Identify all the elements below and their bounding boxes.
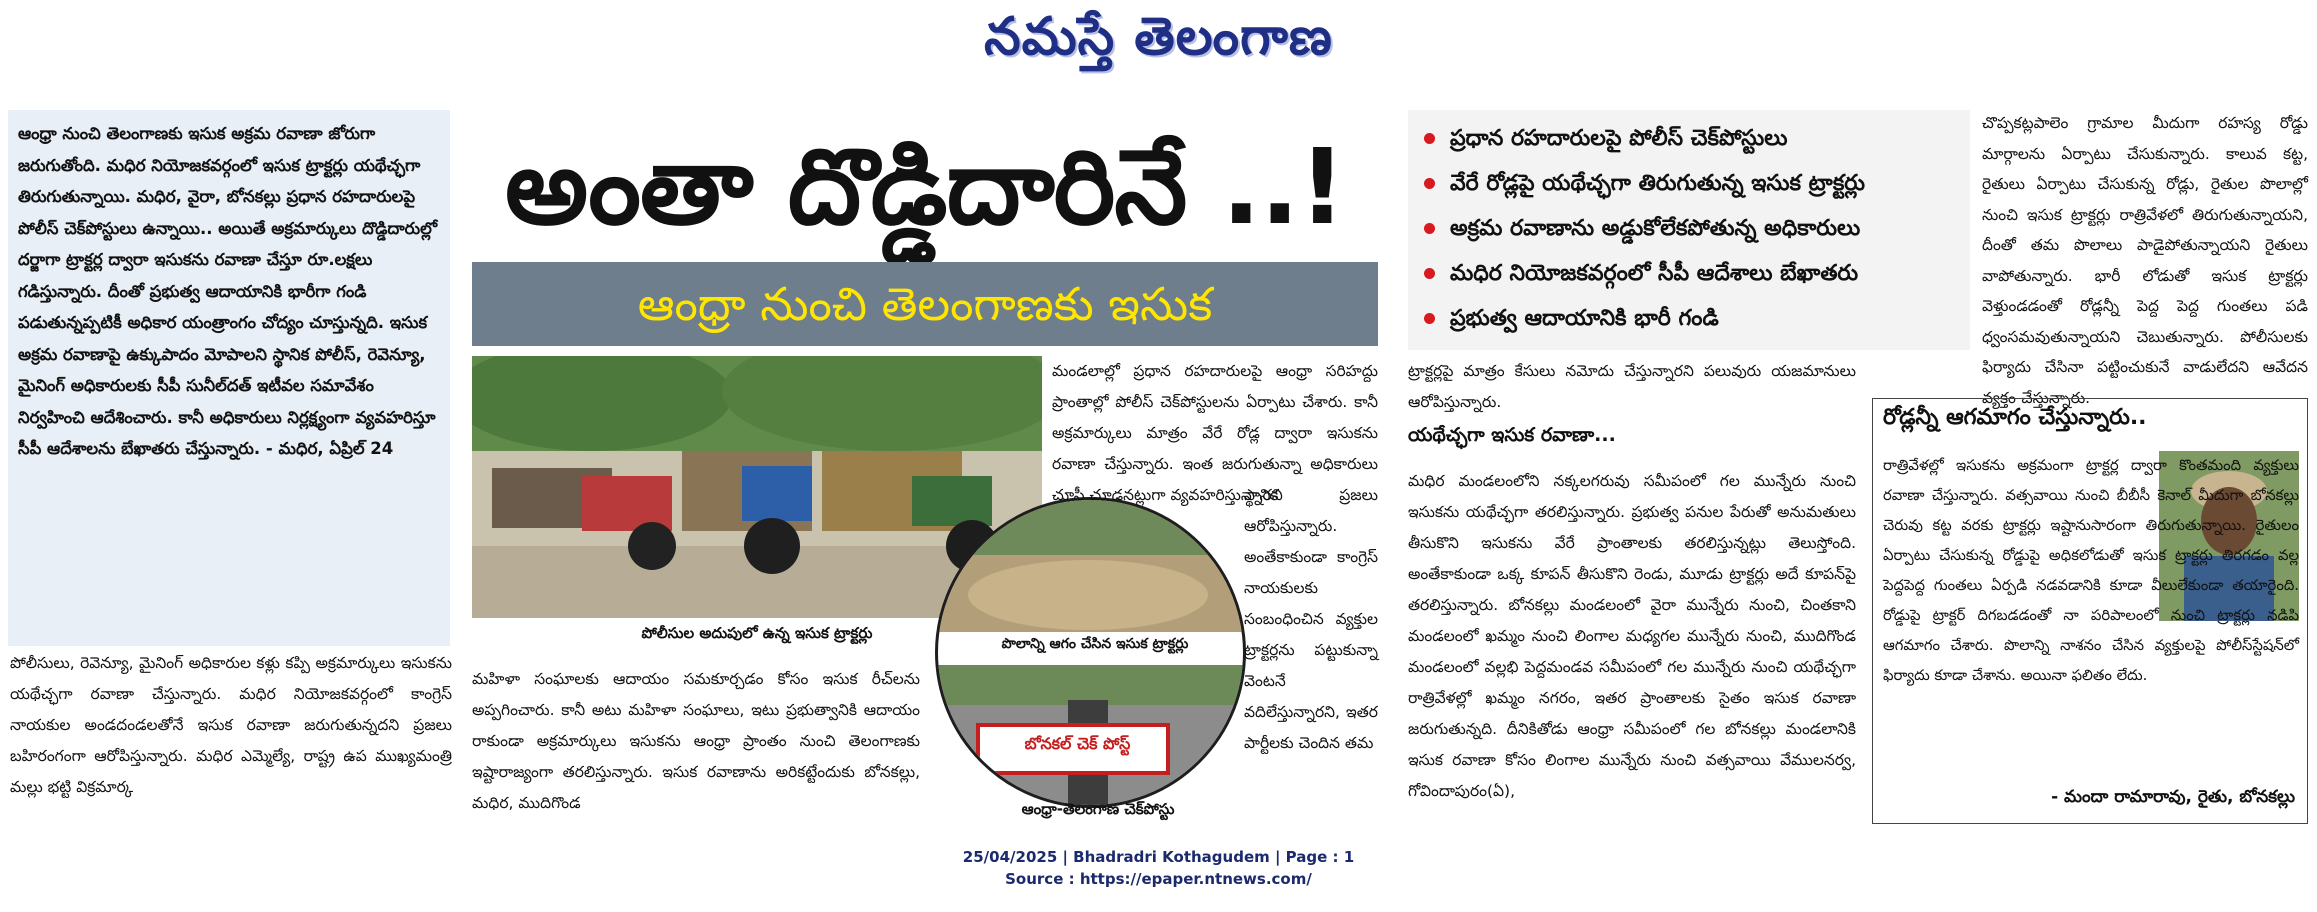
headline: అంతా దొడ్డిదారినే ..! <box>505 126 1345 248</box>
body-col-mid-right-top: మండలాల్లో ప్రధాన రహదారులపై ఆంధ్రా సరిహద్దు ప్రాంతాల్లో పోలీస్ చెక్‌పోస్టులను ఏర్పాటు చేశారు. కానీ అక్రమార్కులు మాత్రం వేరే రోడ్ల ద్వారా ఇసుకను రవాణా చేస్తున్నారు. ఇంత జరుగుతున్నా అధికారులు చూసీ చూడనట్లుగా వ్యవహరిస్తున్నారని <box>1052 362 1378 504</box>
bullet-dot-icon <box>1424 223 1435 234</box>
key-point-text: ప్రధాన రహదారులపై పోలీస్ చెక్‌పోస్టులు <box>1450 126 1788 151</box>
body-col-mid-right-side: స్థానిక ప్రజలు ఆరోపిస్తున్నారు. అంతేకాకుండా కాంగ్రెస్ నాయకులకు సంబంధించిన వ్యక్తుల ట్రాక్టర్లను పట్టుకున్నా వెంటనే వదిలేస్తున్నారని, ఇతర పార్టీలకు చెందిన తమ <box>1244 486 1378 752</box>
bullet-dot-icon <box>1424 313 1435 324</box>
photo2-caption: పొలాన్ని ఆగం చేసిన ఇసుక ట్రాక్టర్లు <box>960 636 1230 655</box>
key-point-item <box>1408 116 1970 161</box>
body-col-far-right-top: చొప్పకట్లపాలెం గ్రామాల మీదుగా రహస్య రోడ్డు మార్గాలను ఏర్పాటు చేసుకున్నారు. కాలువ కట్ట, రైతులు ఏర్పాటు చేసుకున్న రోడ్లు, రైతుల పొలాల్లో నుంచి ఇసుక ట్రాక్టర్లు రాత్రివేళలో తిరుగుతున్నాయని, దీంతో తమ పొలాలు పాడైపోతున్నాయని రైతులు వాపోతున్నారు. భారీ లోడుతో ఇసుక ట్రాక్టర్లు వెళ్తుండడంతో రోడ్లన్నీ పెద్ద పెద్ద గుంతలు పడి ధ్వంసమవుతున్నాయని చెబుతున్నారు. పోలీసులకు ఫిర్యాదు చేసినా పట్టించుకునే వాడులేదని ఆవేదన వ్యక్తం చేస్తున్నారు. <box>1982 114 2308 407</box>
key-point-item <box>1408 161 1970 206</box>
key-point-text: మధిర నియోజకవర్గంలో సీపీ ఆదేశాలు బేఖాతరు <box>1450 261 1859 286</box>
key-point-text: ప్రభుత్వ ఆదాయానికి భారీ గండి <box>1450 306 1719 331</box>
body-col-right-top: ట్రాక్టర్లపై మాత్రం కేసులు నమోదు చేస్తున్నారని పలువురు యజమానులు ఆరోపిస్తున్నారు. <box>1408 362 1856 411</box>
body-subheading: యథేచ్ఛగా ఇసుక రవాణా... <box>1408 424 1616 446</box>
checkpost-signboard: బోనకల్ చెక్ పోస్ట్ <box>1024 734 1131 753</box>
key-point-item <box>1408 206 1970 251</box>
key-point-item <box>1408 296 1970 341</box>
body-col-right: మధిర మండలంలోని నక్కలగరువు సమీపంలో గల మున్నేరు నుంచి ఇసుకను యథేచ్ఛగా తరలిస్తున్నారు. ప్రభుత్వ పనుల పేరుతో అనుమతులు తీసుకొని ఇసుకను వేరే ప్రాంతాలకు తరలిస్తున్నట్లు తెలుస్తోంది. అంతేకాకుండా ఒక్క కూపన్ తీసుకొని రెండు, మూడు ట్రాక్టర్లు అదే కూపన్‌పై తరలిస్తున్నారు. బోనకల్లు మండలంలో వైరా మున్నేరు నుంచి, చింతకాని మండలంలో ఖమ్మం నుంచి లింగాల మధ్యగల మున్నేరు నుంచి, ముదిగొండ మండలంలో వల్లభి పెద్దమండవ సమీపంలో గల మున్నేరు నుంచి యథేచ్ఛగా రాత్రివేళల్లో ఖమ్మం నగరం, ఇతర ప్రాంతాలకు సైతం ఇసుక రవాణా జరుగుతున్నది. దీనికితోడు ఆంధ్రా సమీపంలో గల బోనకల్లు మండలానికి ఇసుక రవాణా కోసం లింగాల మున్నేరు నుంచి వత్సవాయి వేములనర్వ, గోవిందాపురం(ఏ), <box>1408 472 1856 800</box>
key-point-item <box>1408 251 1970 296</box>
farmer-quote-box <box>1872 398 2308 824</box>
quote-heading: రోడ్లన్నీ ఆగమాగం చేస్తున్నారు.. <box>1883 405 2147 430</box>
newspaper-masthead: నమస్తే తెలంగాణ <box>984 6 1333 67</box>
bullet-dot-icon <box>1424 178 1435 189</box>
key-point-text: వేరే రోడ్లపై యథేచ్ఛగా తిరుగుతున్న ఇసుక ట్రాక్టర్లు <box>1450 171 1865 196</box>
key-points-box <box>1408 110 1970 350</box>
key-point-text: అక్రమ రవాణాను అడ్డుకోలేకపోతున్న అధికారులు <box>1450 216 1861 241</box>
body-col-mid-bottom: మహిళా సంఘాలకు ఆదాయం సమకూర్చడం కోసం ఇసుక రీచ్‌లను అప్పగించారు. కానీ అటు మహిళా సంఘాలు, ఇటు ప్రభుత్వానికి ఆదాయం రాకుండా అక్రమార్కులు ఇసుకను ఆంధ్రా ప్రాంతం నుంచి తెలంగాణకు ఇష్టారాజ్యంగా తరలిస్తున్నారు. ఇసుక రవాణాను అరికట్టేందుకు బోనకల్లు, మధిర, ముదిగొండ <box>472 670 920 812</box>
lead-summary: ఆంధ్రా నుంచి తెలంగాణకు ఇసుక అక్రమ రవాణా జోరుగా జరుగుతోంది. మధిర నియోజకవర్గంలో ఇసుక ట్రాక్టర్లు యథేచ్ఛగా తిరుగుతున్నాయి. మధిర, వైరా, బోనకల్లు ప్రధాన రహదారులపై పోలీస్ చెక్‌పోస్టులు ఉన్నాయి.. అయితే అక్రమార్కులు దొడ్డిదారుల్లో దర్జాగా ట్రాక్టర్ల ద్వారా ఇసుకను రవాణా చేస్తూ రూ.లక్షలు గడిస్తున్నారు. దీంతో ప్రభుత్వ ఆదాయానికి భారీగా గండి పడుతున్నప్పటికీ అధికార యంత్రాంగం చోద్యం చూస్తున్నది. ఇసుక అక్రమ రవాణాపై ఉక్కుపాదం మోపాలని స్థానిక పోలీస్, రెవెన్యూ, మైనింగ్ అధికారులకు సీపీ సునీల్‌దత్ ఇటీవల సమావేశం నిర్వహించి ఆదేశించారు. కానీ అధికారులు నిర్లక్ష్యంగా వ్యవహరిస్తూ సీపీ ఆదేశాలను బేఖాతరు చేస్తున్నారు. - మధిర, ఏప్రిల్ 24 <box>8 110 450 646</box>
photo3-caption: ఆంధ్రా-తెలంగాణ చెక్‌పోస్టు <box>1021 800 1175 818</box>
subheadline: ఆంధ్రా నుంచి తెలంగాణకు ఇసుక <box>472 262 1378 346</box>
bullet-dot-icon <box>1424 133 1435 144</box>
photo1-caption: పోలీసుల అదుపులో ఉన్న ఇసుక ట్రాక్టర్లు <box>641 624 873 642</box>
body-col-left-bottom: పోలీసులు, రెవెన్యూ, మైనింగ్ అధికారుల కళ్లు కప్పి అక్రమార్కులు ఇసుకను యథేచ్ఛగా రవాణా చేస్తున్నారు. మధిర నియోజకవర్గంలో కాంగ్రెస్ నాయకుల అండదండలతోనే ఇసుక రవాణా జరుగుతున్నదని ప్రజలు బహిరంగంగా ఆరోపిస్తున్నారు. మధిర ఎమ్మెల్యే, రాష్ట్ర ఉప ముఖ్యమంత్రి మల్లు భట్టి విక్రమార్క <box>10 654 452 796</box>
footer-date-edition: 25/04/2025 | Bhadradri Kothagudem | Page : 1 <box>962 848 1355 866</box>
bullet-dot-icon <box>1424 268 1435 279</box>
quote-text: రాత్రివేళల్లో ఇసుకను అక్రమంగా ట్రాక్టర్ల ద్వారా కొంతమంది వ్యక్తులు రవాణా చేస్తున్నారు. వత్సవాయి నుంచి బీబీసీ కెనాల్ మీదుగా బోనకల్లు చెరువు కట్ట వరకు ట్రాక్టర్లు ఇష్టానుసారంగా తిరుగుతున్నాయి. రైతులం ఏర్పాటు చేసుకున్న రోడ్డుపై అధికలోడుతో ఇసుక ట్రాక్టర్లు తిరగడం వల్ల పెద్దపెద్ద గుంతలు ఏర్పడి నడవడానికి కూడా వీలులేకుండా తయారైంది. రోడ్డుపై ట్రాక్టర్ దిగబడడంతో నా పరిపాలంలో నుంచి ట్రాక్టర్లు నడిపి ఆగమాగం చేశారు. పొలాన్ని నాశనం చేసిన వ్యక్తులపై పోలీస్‌స్టేషన్‌లో ఫిర్యాదు కూడా చేశాను. అయినా ఫలితం లేదు. <box>1883 457 2299 684</box>
quote-attribution: - మందా రామారావు, రైతు, బోనకల్లు <box>2051 787 2295 807</box>
footer-source-link[interactable]: Source : https://epaper.ntnews.com/ <box>1005 870 1312 888</box>
